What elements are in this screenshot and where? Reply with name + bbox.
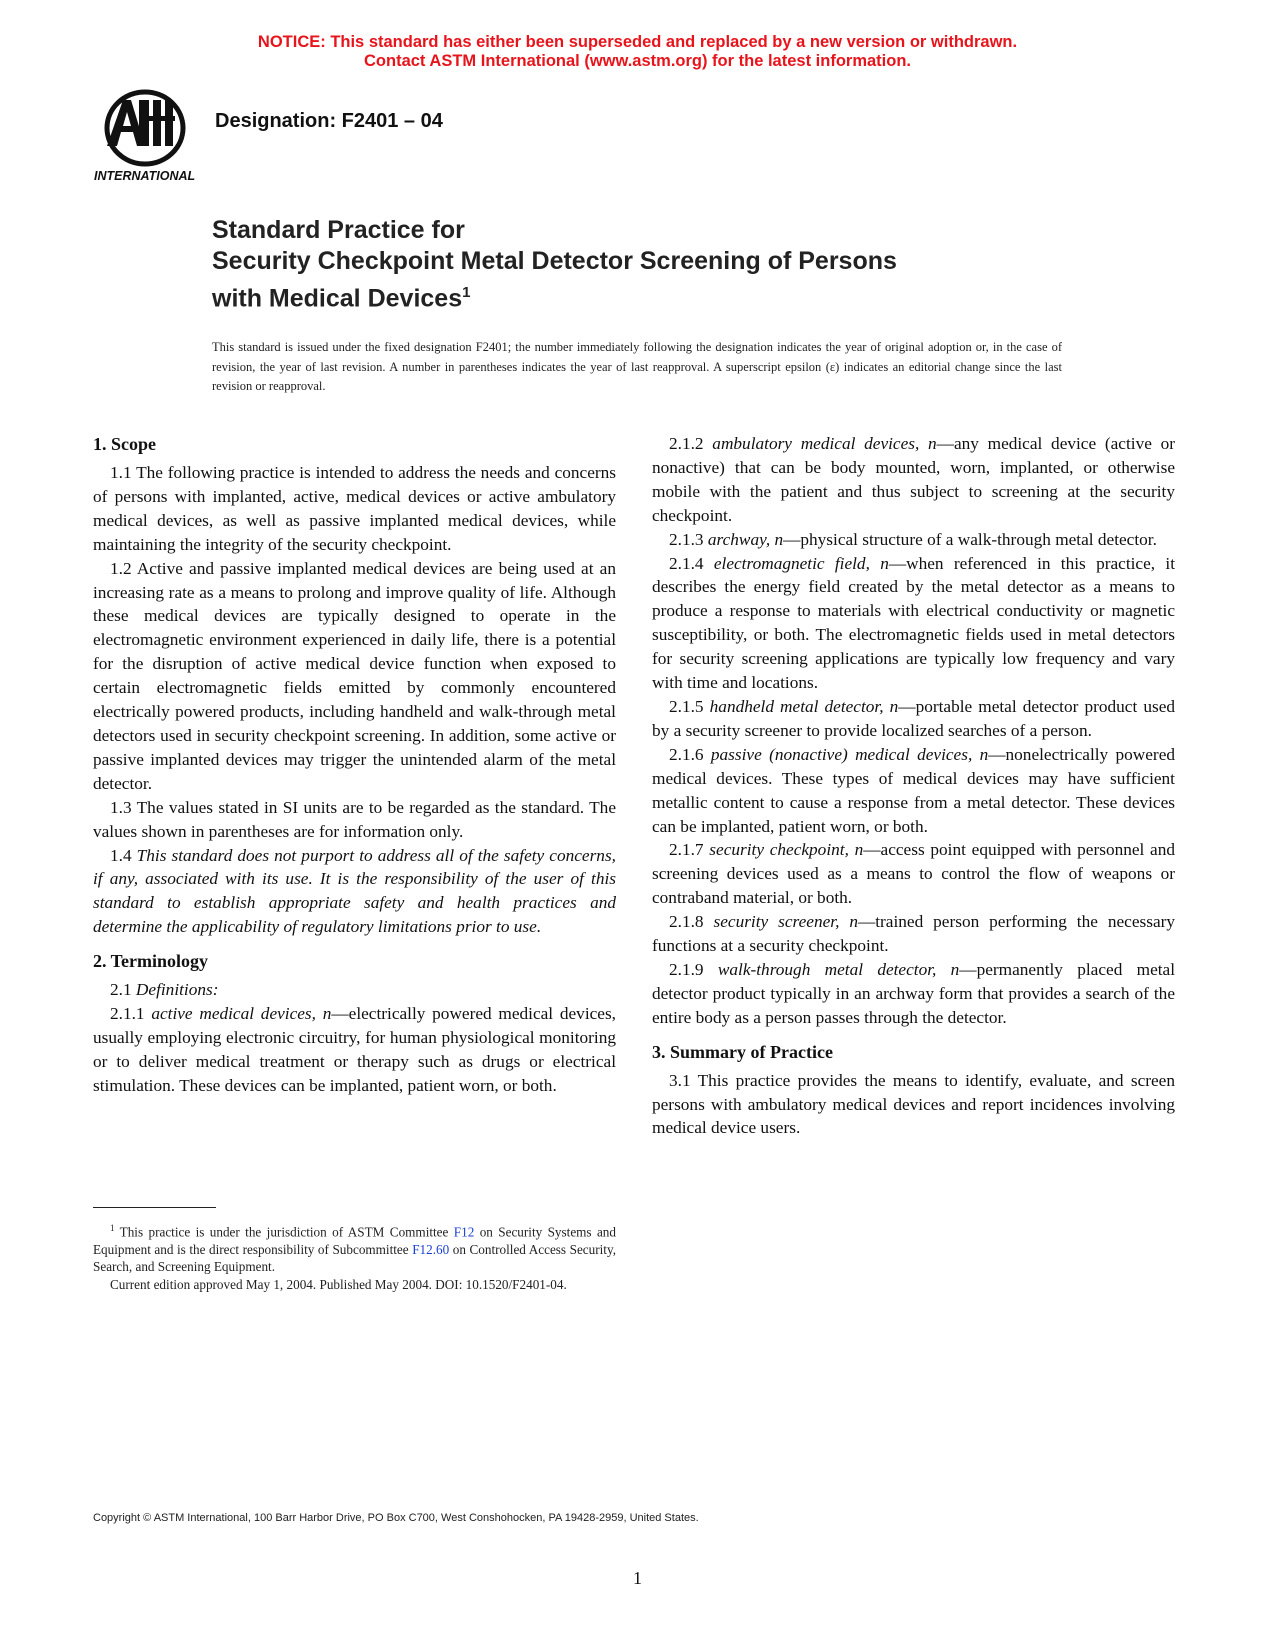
part-of-speech: , n (914, 434, 937, 453)
para-2-1-8 (652, 910, 1175, 958)
title-line-3: with Medical Devices (212, 284, 463, 313)
term-ambulatory-medical-devices: ambulatory medical devices (712, 434, 915, 453)
footnote-edition: Current edition approved May 1, 2004. Published May 2004. DOI: 10.1520/F2401-04. (110, 1276, 567, 1292)
definition-text: —access point equipped with personnel and screening devices used as a means to control the flow of weapons or contraband material, or both. (652, 840, 1176, 908)
para-number: 2.1.3 (669, 529, 708, 549)
para-number: 2.1.2 (669, 434, 713, 453)
para-2-1-6 (652, 743, 1175, 839)
term-active-medical-devices: active medical devices (151, 1004, 312, 1024)
para-2-1-2 (652, 432, 1175, 528)
para-number: 2.1.1 (110, 1004, 152, 1024)
issue-statement: This standard is issued under the fixed designation F2401; the number immediately following the designation indicates the year of original adoption or, in the case of revision, the year of last revision. A number in parentheses indicates the year of last reapproval. A superscript epsilon (ε) indicates an editorial change since the last revision or reapproval. (212, 340, 1062, 393)
definition-text: —nonelectrically powered medical devices. These types of medical devices may have sufficient metallic content to cause a response from a metal detector. These devices can be implanted, patient worn, or both. (652, 744, 1176, 836)
para-2-1-3 (652, 528, 1175, 552)
term-walk-through-metal-detector: walk-through metal detector (717, 959, 933, 979)
page-number: 1 (633, 1568, 642, 1588)
para-2-1 (93, 978, 616, 1002)
title-footnote-mark: 1 (462, 284, 471, 301)
para-number: 2.1.6 (669, 744, 711, 764)
footnote-jurisdiction (93, 1220, 616, 1276)
document-title (212, 215, 1112, 314)
term-electromagnetic-field: electromagnetic field (713, 553, 866, 573)
para-2-1-9 (652, 958, 1175, 1030)
footnote-text: This practice is under the jurisdiction of ASTM Committee (114, 1224, 454, 1240)
para-number: 1.4 (110, 845, 137, 865)
para-number: 2.1.4 (669, 553, 714, 573)
definition-text: —portable metal detector product used by a security screener to provide localized searches of a person. (652, 696, 1176, 740)
notice-line-2: Contact ASTM International (www.astm.org) for the latest information. (364, 52, 911, 70)
para-number: 2.1.7 (669, 840, 710, 860)
definition-text: —electrically powered medical devices, usually employing electronic circuitry, for human physiological monitoring or to deliver medical treatment or therapy such as drugs or electrical stimulation. These devices can be implanted, patient worn, or both. (93, 1004, 617, 1095)
para-number: 2.1 (110, 980, 136, 1000)
term-security-checkpoint: security checkpoint (709, 840, 845, 860)
footnote-text: on Security Systems and Equipment and is the direct responsibility of Subcommittee (93, 1224, 616, 1257)
para-number: 2.1.8 (669, 912, 714, 932)
astm-logo (93, 86, 198, 184)
definition-text: —when referenced in this practice, it describes the energy field created by the metal detector as a means to produce a response to materials with electrical conductivity or magnetic susceptibility, or both. The electromagnetic fields used in metal detectors for security screening applications are typically low frequency and vary with time and locations. (652, 553, 1175, 693)
footnote-divider (93, 1207, 216, 1208)
part-of-speech: , n (932, 959, 960, 979)
para-2-1-4 (652, 552, 1175, 695)
title-line-2: Security Checkpoint Metal Detector Screening of Persons (212, 247, 897, 275)
safety-caveat: This standard does not purport to address all of the safety concerns, if any, associated with its use. It is the responsibility of the user of this standard to establish appropriate safety and health practices and determine the applicability of regulatory limitations prior to use. (93, 845, 616, 937)
definition-text: —physical structure of a walk-through metal detector. (783, 529, 1157, 549)
part-of-speech: , n (967, 744, 989, 764)
part-of-speech: , n (865, 553, 889, 573)
heading-terminology: 2. Terminology (93, 951, 209, 972)
para-2-1-1 (93, 1002, 616, 1098)
logo-text: INTERNATIONAL (94, 169, 196, 183)
para-1-4 (93, 844, 616, 940)
footnote-mark: 1 (110, 1223, 115, 1233)
para-1-3: 1.3 The values stated in SI units are to be regarded as the standard. The values shown in parentheses are for information only. (93, 797, 616, 841)
para-3-1: 3.1 This practice provides the means to identify, evaluate, and screen persons with ambulatory medical devices and report incidences involving medical device users. (652, 1070, 1175, 1138)
term-handheld-metal-detector: handheld metal detector (709, 696, 880, 716)
definition-text: —permanently placed metal detector product typically in an archway form that provides a search of the entire body as a person passes through the detector. (652, 959, 1176, 1027)
subcommittee-f12-60-link[interactable]: F12.60 (412, 1241, 450, 1257)
para-2-1-7 (652, 838, 1175, 910)
para-number: 2.1.9 (669, 959, 718, 979)
definitions-label: Definitions: (135, 980, 219, 1000)
heading-scope: 1. Scope (93, 434, 156, 454)
designation: Designation: F2401 – 04 (215, 110, 443, 132)
withdrawal-notice (0, 33, 1275, 71)
footnote (93, 1220, 616, 1293)
definition-text: —trained person performing the necessary functions at a security checkpoint. (652, 912, 1176, 956)
part-of-speech: , n (311, 1004, 332, 1024)
term-passive-medical-devices: passive (nonactive) medical devices (710, 744, 968, 764)
left-column (93, 432, 616, 1098)
part-of-speech: , n (844, 840, 864, 860)
committee-f12-link[interactable]: F12 (453, 1224, 475, 1240)
definition-text: —any medical device (active or nonactive) that can be body mounted, worn, implanted, or otherwise mobile with the patient and thus subject to screening at the security checkpoint. (652, 434, 1175, 525)
notice-line-1: NOTICE: This standard has either been superseded and replaced by a new version or withdrawn. (257, 33, 1018, 51)
para-number: 2.1.5 (669, 696, 710, 716)
para-1-1: 1.1 The following practice is intended to address the needs and concerns of persons with implanted, active, medical devices or active ambulatory medical devices, as well as passive implanted medical devices, while maintaining the integrity of the security checkpoint. (93, 463, 616, 554)
para-2-1-5 (652, 695, 1175, 743)
copyright: Copyright © ASTM International, 100 Barr Harbor Drive, PO Box C700, West Conshohocken, PA 19428-2959, United States. (93, 1512, 699, 1524)
right-column (652, 432, 1175, 1140)
term-security-screener: security screener (713, 912, 836, 932)
footnote-text: on Controlled Access Security, Search, and Screening Equipment. (93, 1241, 616, 1275)
term-archway: archway (707, 529, 766, 549)
part-of-speech: , n (879, 696, 899, 716)
part-of-speech: , n (765, 529, 784, 549)
heading-summary: 3. Summary of Practice (652, 1041, 833, 1062)
title-line-1: Standard Practice for (212, 216, 465, 244)
part-of-speech: , n (835, 912, 858, 932)
para-1-2: 1.2 Active and passive implanted medical devices are being used at an increasing rate as a means to prolong and improve quality of life. Although these medical devices are typically designed to operate in the electromagnetic environment experienced in daily life, there is a potential for the disruption of active medical device function when exposed to certain electromagnetic fields emitted by commonly encountered electrically powered products, including handheld and walk-through metal detectors used in security checkpoint screening. In addition, some active or passive implanted devices may trigger the unintended alarm of the metal detector. (93, 558, 616, 793)
